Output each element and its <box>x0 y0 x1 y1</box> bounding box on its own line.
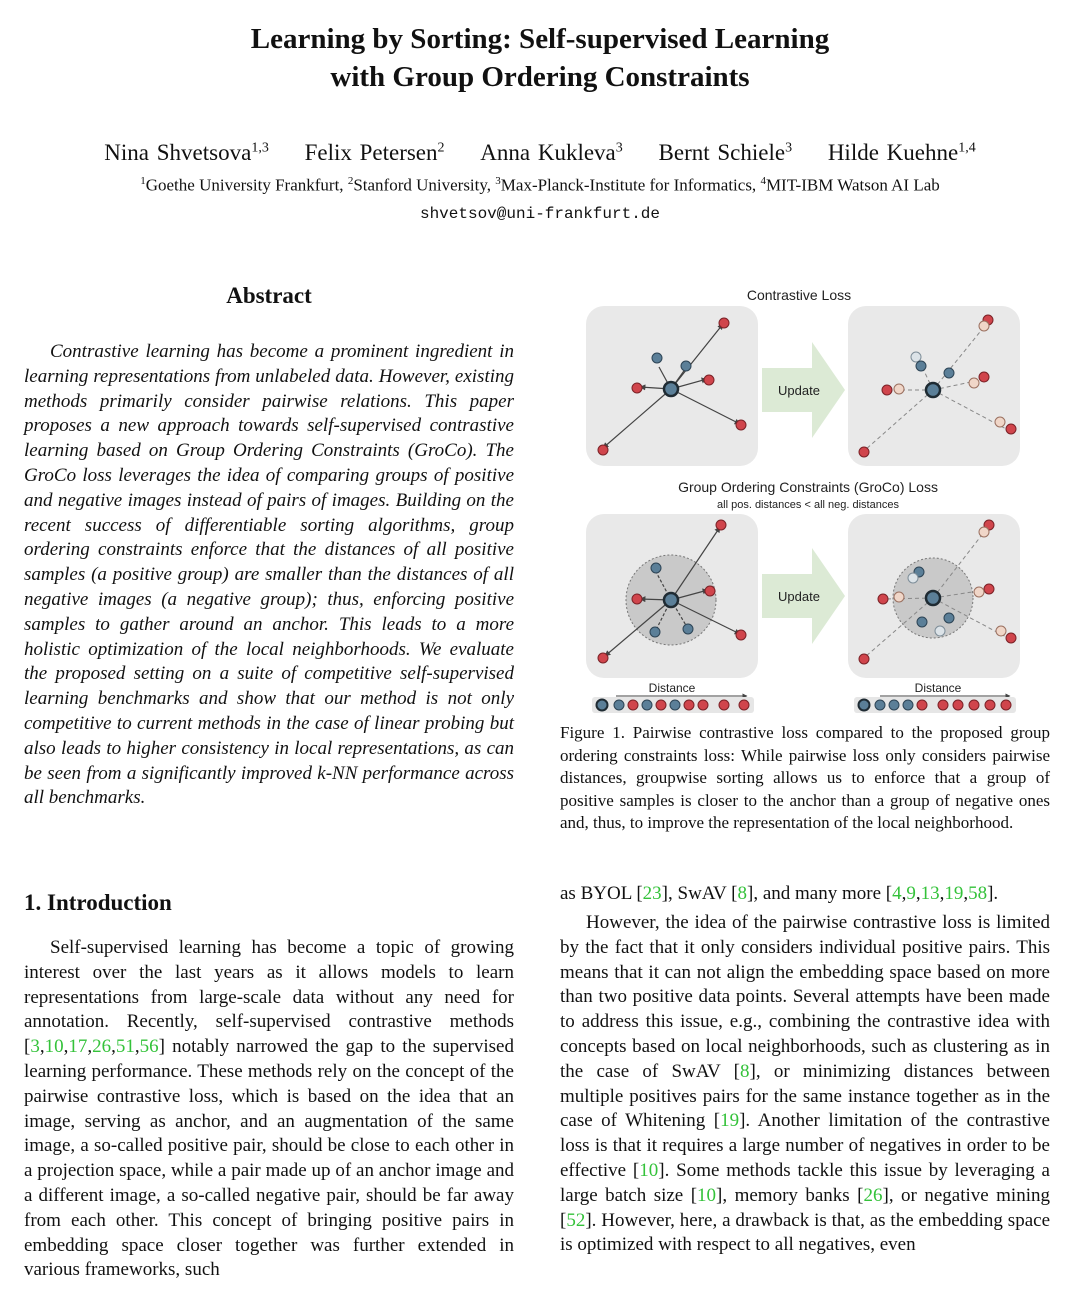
negative-point <box>979 372 989 382</box>
positive-point <box>944 368 954 378</box>
negative-point <box>882 385 892 395</box>
negative-point-old <box>979 527 989 537</box>
author: Felix Petersen$^2$ <box>304 140 445 165</box>
negative-point <box>719 318 729 328</box>
figure-mid-title: Group Ordering Constraints (GroCo) Loss <box>678 479 938 495</box>
update-label: Update <box>778 589 820 604</box>
intro-paragraph: Self-supervised learning has become a topic of growing interest over the last years as it allows models to learn representations from large-scale data without any need for annotation. Recently, self-supervised contrastive methods [3,10,17,26,51,56] notably narrowed the gap to the supervised learning performance. These methods rely on the concept of the pairwise contrastive loss, which is based on the idea that an image, serving as anchor, and an augmentation of the same image, a so-called positive pair, should be close to each other in a projection space, while a pair made up of an anchor image and a different image, a so-called negative pair, should be far away from each other. This concept of bringing positive pairs in embedding space closer together was further extended in various frameworks, such <box>24 937 514 1281</box>
negative-point-old <box>996 626 1006 636</box>
panel-contrastive-after <box>848 306 1020 466</box>
anchor-point <box>926 383 940 397</box>
negative-point <box>859 447 869 457</box>
abstract-text: Contrastive learning has become a prominent ingredient in learning representations from unlabeled data. However, existing methods primarily consider pairwise relations. This paper proposes a new approach towards self-supervised contrastive learning based on Group Ordering Constraints (GroCo). The GroCo loss leverages the idea of comparing groups of positive and negative images instead of pairs of images. Building on the recent success of differentiable sorting algorithms, group ordering constraints enforce that the distances of all positive samples (a positive group) are smaller than the distances of all negative images (a negative group); thus, enforcing positive samples to gather around an anchor. This leads to a more holistic optimization of the local neighborhoods. We evaluate the proposed setting on a suite of competitive self-supervised learning benchmarks and show that our method is not only competitive to current methods in the case of linear probing but also leads to higher consistency in local representations, as can be seen from a significantly improved k-NN performance across all benchmarks. <box>24 341 514 809</box>
citation-link[interactable]: 13 <box>920 883 940 904</box>
negative-point-old <box>979 321 989 331</box>
figure-mid-subtitle: all pos. distances < all neg. distances <box>717 499 899 511</box>
citation-link[interactable]: 10 <box>697 1184 717 1206</box>
author: Nina Shvetsova$^{1,3}$ <box>104 140 269 165</box>
affiliations: $^1$Goethe University Frankfurt, $^2$Stanford University, $^3$Max-Planck-Institute for Informatics, $^4$MIT-IBM Watson AI Lab <box>140 175 940 195</box>
positive-point <box>944 613 954 623</box>
negative-point <box>878 594 888 604</box>
positive-point <box>650 627 660 637</box>
panel-groco-after <box>848 514 1020 678</box>
citation-link[interactable]: 26 <box>863 1184 883 1206</box>
negative-point-old <box>969 378 979 388</box>
introduction-heading: 1. Introduction <box>24 890 172 915</box>
update-arrow-bottom <box>762 548 845 644</box>
positive-point-old <box>908 573 918 583</box>
positive-point-old <box>911 352 921 362</box>
title-line-2: with Group Ordering Constraints <box>330 61 750 93</box>
citation-link[interactable]: 17 <box>68 1036 88 1058</box>
citation-link[interactable]: 9 <box>906 883 916 904</box>
citation-link[interactable]: 19 <box>720 1110 740 1132</box>
citation-link[interactable]: 23 <box>642 883 662 904</box>
negative-point <box>1006 633 1016 643</box>
citation-link[interactable]: 8 <box>740 1060 750 1082</box>
negative-point <box>632 594 642 604</box>
positive-point <box>683 624 693 634</box>
positive-point <box>916 361 926 371</box>
author-email[interactable]: shvetsov@uni-frankfurt.de <box>419 205 661 223</box>
distance-label: Distance <box>648 681 696 695</box>
author-list <box>0 140 1080 166</box>
citation-link[interactable]: 56 <box>139 1036 159 1058</box>
citation-link[interactable]: 51 <box>115 1036 135 1058</box>
paper-title <box>0 20 1080 96</box>
negative-point <box>1006 424 1016 434</box>
citation-link[interactable]: 8 <box>737 883 748 904</box>
distance-label: Distance <box>914 681 962 695</box>
author: Anna Kukleva$^3$ <box>480 140 623 165</box>
distance-bar-left <box>592 681 754 713</box>
negative-point <box>716 520 726 530</box>
negative-point <box>984 584 994 594</box>
figure-1 <box>560 282 1050 722</box>
positive-point <box>917 617 927 627</box>
figure-1-caption: Figure 1. Pairwise contrastive loss compared to the proposed group ordering constraints loss: While pairwise loss only considers pairwise distances, groupwise sorting allows us to enforce that a group of positive samples is closer to the anchor than a group of negative ones and, thus, to improve the representation of the local neighborhood. <box>560 723 1050 833</box>
citation-link[interactable]: 26 <box>92 1036 112 1058</box>
figure-top-title: Contrastive Loss <box>746 287 852 303</box>
anchor-point <box>664 382 678 396</box>
citation-link[interactable]: 52 <box>566 1209 586 1231</box>
citation-link[interactable]: 19 <box>944 883 964 904</box>
anchor-point <box>664 593 678 607</box>
panel-contrastive-before <box>586 306 758 466</box>
col2-paragraph-continued: as BYOL [23], SwAV [8], and many more [4,9,13,19,58]. <box>560 883 999 904</box>
author: Bernt Schiele$^3$ <box>658 140 793 165</box>
positive-point-old <box>894 592 904 602</box>
panel-groco-before <box>586 514 758 678</box>
col2-paragraph: However, the idea of the pairwise contrastive loss is limited by the fact that it only considers individual positive pairs. This means that it can not align the embedding space based on more than two positive data points. Several attempts have been made to address this issue, e.g., combining the contrastive idea with concepts based on local neighborhoods, such as clustering as in the case of SwAV [8], or minimizing distances between multiple positives pairs for the same instance together as in the case of Whitening [19]. Another limitation of the contrastive loss is that it requires a large number of negatives in order to be effective [10]. Some methods tackle this issue by leveraging a large batch size [10], memory banks [26], or negative mining [52]. However, here, a drawback is that, as the embedding space is optimized with respect to all negatives, even <box>560 912 1050 1256</box>
citation-link[interactable]: 58 <box>968 883 988 904</box>
citation-link[interactable]: 10 <box>639 1159 659 1181</box>
negative-point-old <box>995 417 1005 427</box>
negative-point <box>736 630 746 640</box>
negative-point <box>632 383 642 393</box>
positive-point <box>652 353 662 363</box>
positive-point <box>681 361 691 371</box>
negative-point <box>598 445 608 455</box>
citation-link[interactable]: 4 <box>892 883 902 904</box>
citation-link[interactable]: 3 <box>30 1036 40 1058</box>
negative-point <box>704 375 714 385</box>
negative-point <box>859 654 869 664</box>
anchor-point <box>926 591 940 605</box>
author: Hilde Kuehne$^{1,4}$ <box>827 140 976 165</box>
abstract-heading: Abstract <box>226 283 312 308</box>
update-label: Update <box>778 383 820 398</box>
negative-point <box>598 653 608 663</box>
negative-point-old <box>894 384 904 394</box>
distance-bar-right <box>854 681 1016 713</box>
positive-point-old <box>935 626 945 636</box>
positive-point <box>651 563 661 573</box>
negative-point-old <box>974 587 984 597</box>
update-arrow-top <box>762 342 845 438</box>
title-line-1: Learning by Sorting: Self-supervised Learning <box>250 23 830 55</box>
negative-point <box>705 586 715 596</box>
citation-link[interactable]: 10 <box>44 1036 64 1058</box>
negative-point <box>736 420 746 430</box>
